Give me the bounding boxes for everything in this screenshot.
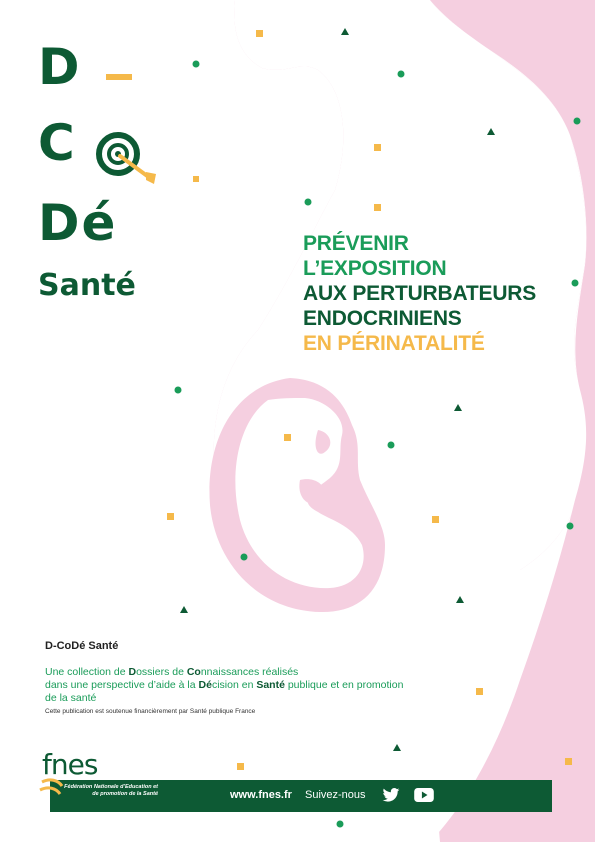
logo-dash [106,74,132,80]
desc-text: de la santé [45,692,97,704]
target-arrow-icon [96,128,161,186]
desc-highlight: D [128,666,137,678]
desc-text: cision en [211,679,257,691]
logo-letter-c: C [38,114,77,172]
title-line-3: AUX PERTURBATEURS [303,282,537,305]
fnes-full-name: Fédération Nationale d’Education et de promotion de la Santé [64,784,158,797]
logo-subtitle: Santé [38,268,136,303]
desc-text: nnaissances réalisés [200,666,299,678]
logo-letters-de: Dé [38,194,118,252]
title-line-1: PRÉVENIR [303,232,409,255]
title-line-2: L’EXPOSITION [303,257,447,280]
desc-highlight: Dé [198,679,212,691]
desc-text: publique et en promotion [284,679,404,691]
fnes-wordmark: fnes [42,748,98,781]
desc-text: ossiers de [136,666,187,678]
funding-note: Cette publication est soutenue financièrement par Santé publique France [45,708,256,715]
desc-highlight: Co [186,666,201,678]
fnes-logo [38,748,158,818]
follow-label: Suivez-nous [305,789,366,801]
cover-title [303,231,536,356]
website-link[interactable]: www.fnes.fr [230,789,292,801]
title-line-4: ENDOCRINIENS [303,307,462,330]
dcode-sante-logo [38,38,158,312]
twitter-icon[interactable] [382,788,400,802]
title-line-5: EN PÉRINATALITÉ [303,332,485,355]
desc-highlight: Santé [256,679,285,691]
desc-text: dans une perspective d’aide à la [45,679,199,691]
logo-letter-d: D [38,38,82,96]
collection-description [45,666,445,705]
collection-info [45,640,445,715]
collection-heading: D-CoDé Santé [45,640,119,652]
youtube-icon[interactable] [414,788,434,802]
desc-text: Une collection de [45,666,129,678]
